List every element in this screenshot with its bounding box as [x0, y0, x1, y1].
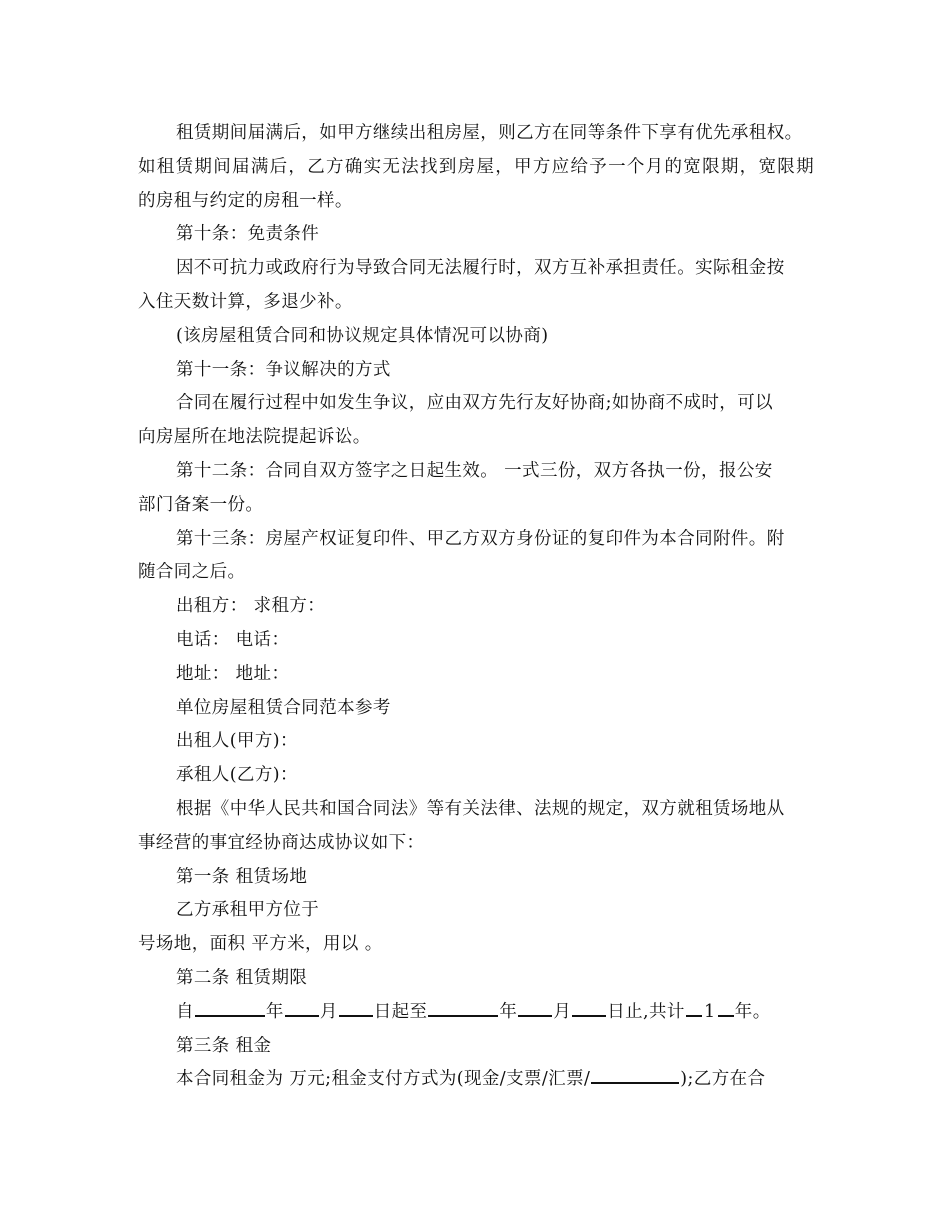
blank-field [428, 996, 498, 1016]
term-text: 年 [265, 1001, 284, 1022]
paragraph-line: 根据《中华人民共和国合同法》等有关法律、法规的规定，双方就租赁场地从 [176, 798, 785, 819]
paragraph-line: 部门备案一份。 [138, 494, 264, 515]
rent-text: );乙方在合 [680, 1069, 766, 1090]
rent-line [138, 1063, 814, 1097]
blank-field [572, 996, 606, 1016]
paragraph-line: 的房租与约定的房租一样。 [138, 190, 353, 211]
paragraph-line: 如租赁期间届满后，乙方确实无法找到房屋，甲方应给予一个月的宽限期，宽限期 [138, 156, 814, 177]
paragraph-line: 入住天数计算，多退少补。 [138, 291, 353, 312]
paragraph-line: 因不可抗力或政府行为导致合同无法履行时，双方互补承担责任。实际租金按 [176, 258, 785, 279]
clause-3-title: 第三条 租金 [176, 1035, 272, 1056]
lessee-label: 承租人(乙方)： [176, 765, 298, 786]
blank-field [518, 996, 552, 1016]
blank-field [686, 996, 702, 1016]
article-13-line: 第十三条：房屋产权证复印件、甲乙方双方身份证的复印件为本合同附件。附 [176, 528, 785, 549]
blank-field [195, 996, 265, 1016]
term-text: 月 [319, 1001, 338, 1022]
signature-parties: 出租方： 求租方： [176, 596, 326, 617]
term-text: 自 [176, 1001, 194, 1022]
paragraph-line: 号场地，面积 平方米，用以 。 [138, 934, 383, 955]
blank-field [718, 996, 734, 1016]
term-text: 年 [499, 1001, 518, 1022]
term-count: 1 [704, 1001, 716, 1022]
blank-field [285, 996, 319, 1016]
signature-phone: 电话： 电话： [176, 629, 290, 650]
paragraph-line: 合同在履行过程中如发生争议，应由双方先行友好协商;如协商不成时，可以 [176, 393, 773, 414]
blank-field [339, 996, 373, 1016]
note-line: (该房屋租赁合同和协议规定具体情况可以协商) [176, 325, 549, 346]
paragraph-line: 事经营的事宜经协商达成协议如下： [138, 832, 425, 853]
term-text: 日止,共计 [607, 1001, 685, 1022]
paragraph-line: 随合同之后。 [138, 562, 246, 583]
term-text: 月 [553, 1001, 572, 1022]
paragraph-line: 向房屋所在地法院提起诉讼。 [138, 427, 371, 448]
clause-1-title: 第一条 租赁场地 [176, 866, 308, 887]
blank-field [591, 1064, 679, 1084]
rent-text: 本合同租金为 万元;租金支付方式为(现金/支票/汇票/ [176, 1069, 591, 1090]
term-text: 日起至 [373, 1001, 428, 1022]
template-title: 单位房屋租赁合同范本参考 [176, 697, 391, 718]
article-10-title: 第十条：免责条件 [176, 224, 320, 245]
paragraph-line: 租赁期间届满后，如甲方继续出租房屋，则乙方在同等条件下享有优先承租权。 [176, 123, 803, 143]
clause-2-title: 第二条 租赁期限 [176, 967, 308, 988]
signature-address: 地址： 地址： [176, 663, 290, 684]
article-11-title: 第十一条：争议解决的方式 [176, 359, 391, 380]
paragraph-line: 乙方承租甲方位于 [176, 900, 320, 921]
article-12-line: 第十二条：合同自双方签字之日起生效。 一式三份，双方各执一份，报公安 [176, 460, 773, 481]
contract-page [138, 117, 814, 1097]
term-line [138, 996, 814, 1030]
term-text: 年。 [734, 1001, 771, 1022]
lessor-label: 出租人(甲方)： [176, 731, 298, 752]
